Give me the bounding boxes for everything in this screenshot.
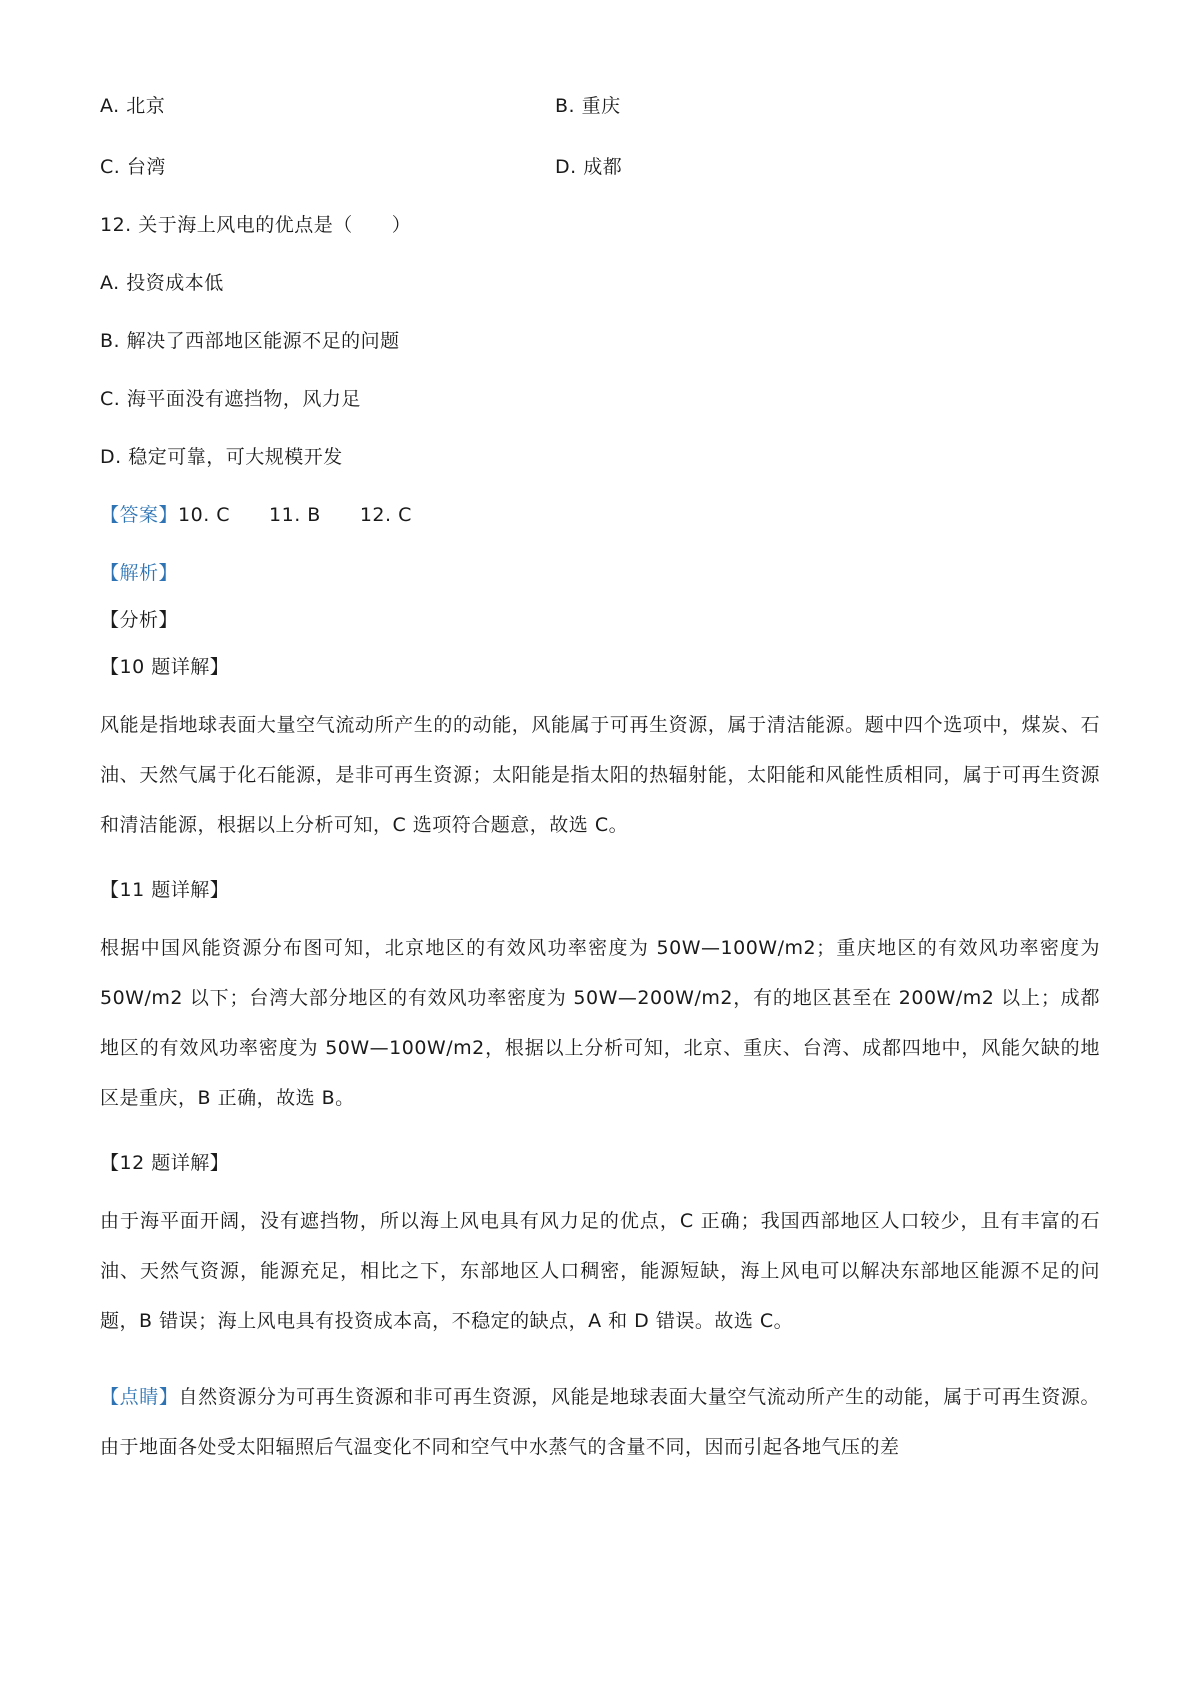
q12-option-c: C. 海平面没有遮挡物，风力足	[100, 388, 361, 410]
q11-option-a: A. 北京	[100, 95, 166, 117]
q12-option-d: D. 稳定可靠，可大规模开发	[100, 446, 343, 468]
q12-option-a: A. 投资成本低	[100, 272, 224, 294]
detail-11-text: 根据中国风能资源分布图可知，北京地区的有效风功率密度为 50W—100W/m2；重庆地区的有效风功率密度为 50W/m2 以下；台湾大部分地区的有效风功率密度为 50W—200W/m2，有的地区甚至在 200W/m2 以上；成都地区的有效风功率密度为 50W—100W/m2，根据以上分析可知，北京、重庆、台湾、成都四地中，风能欠缺的地区是重庆，B 正确，故选 B。	[100, 937, 1100, 1109]
detail-12-title: 【12 题详解】	[100, 1152, 230, 1174]
jiexi-label: 【解析】	[100, 562, 179, 584]
answer-line	[100, 501, 1100, 529]
q11-option-c: C. 台湾	[100, 156, 166, 178]
detail-10-text: 风能是指地球表面大量空气流动所产生的的动能，风能属于可再生资源，属于清洁能源。题中四个选项中，煤炭、石油、天然气属于化石能源，是非可再生资源；太阳能是指太阳的热辐射能，太阳能和风能性质相同，属于可再生资源和清洁能源，根据以上分析可知，C 选项符合题意，故选 C。	[100, 714, 1100, 836]
dianjing-label: 【点睛】	[100, 1386, 179, 1408]
detail-10-title: 【10 题详解】	[100, 656, 230, 678]
dianjing-text: 自然资源分为可再生资源和非可再生资源，风能是地球表面大量空气流动所产生的动能，属于可再生资源。由于地面各处受太阳辐照后气温变化不同和空气中水蒸气的含量不同，因而引起各地气压的差	[100, 1386, 1100, 1458]
question-11-options	[100, 92, 1100, 181]
fenxi-label: 【分析】	[100, 609, 179, 631]
dianjing-paragraph	[100, 1372, 1100, 1472]
q11-option-d: D. 成都	[555, 156, 623, 178]
q11-option-b: B. 重庆	[555, 95, 621, 117]
answer-label: 【答案】	[100, 504, 179, 526]
answer-values: 10. C 11. B 12. C	[178, 504, 412, 526]
detail-12-text: 由于海平面开阔，没有遮挡物，所以海上风电具有风力足的优点，C 正确；我国西部地区人口较少，且有丰富的石油、天然气资源，能源充足，相比之下，东部地区人口稠密，能源短缺，海上风电可以解决东部地区能源不足的问题，B 错误；海上风电具有投资成本高，不稳定的缺点，A 和 D 错误。故选 C。	[100, 1210, 1100, 1332]
question-12-stem: 12. 关于海上风电的优点是（ ）	[100, 214, 412, 236]
q12-option-b: B. 解决了西部地区能源不足的问题	[100, 330, 400, 352]
detail-11-title: 【11 题详解】	[100, 879, 230, 901]
